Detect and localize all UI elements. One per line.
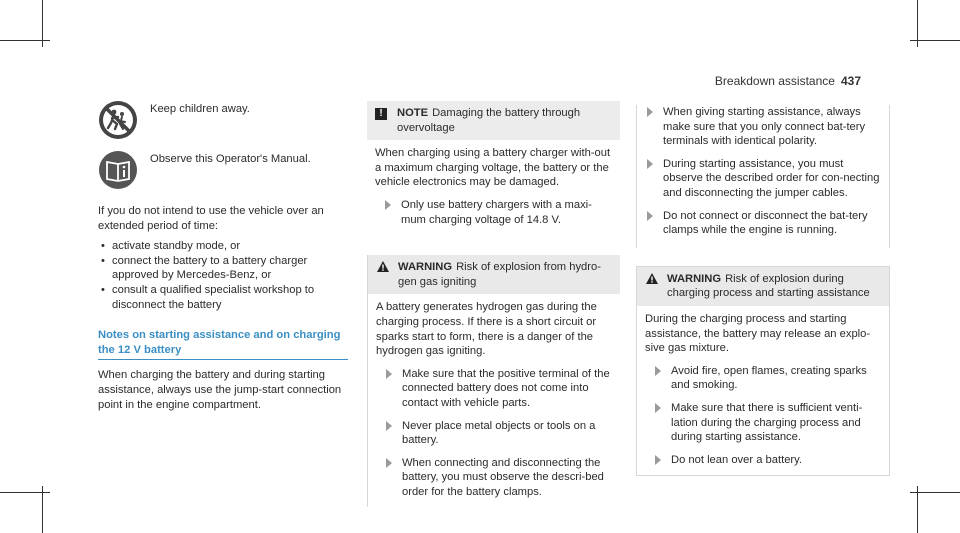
instruction-step: Avoid fire, open flames, creating sparks and smoking. <box>645 364 881 393</box>
crop-mark <box>0 40 50 41</box>
arrow-icon <box>647 107 653 117</box>
crop-mark <box>910 40 960 41</box>
instruction-step: When connecting and disconnecting the battery, you must observe the descri-bed order for the battery clamps. <box>376 456 612 500</box>
note-label: NOTE <box>397 107 429 119</box>
instruction-step: Do not lean over a battery. <box>645 453 881 468</box>
arrow-icon <box>655 366 661 376</box>
manual-icon <box>98 150 138 190</box>
instruction-step: Do not connect or disconnect the bat-tery clamps while the engine is running. <box>637 209 881 238</box>
crop-mark <box>910 492 960 493</box>
instruction-step: Make sure that there is sufficient venti-lation during the charging process and during starting assistance. <box>645 401 881 445</box>
instruction-step: When giving starting assistance, always make sure that you only connect bat-tery terminals with identical polarity. <box>637 105 881 149</box>
section-title: Notes on starting assistance and on charging the 12 V battery <box>98 328 348 360</box>
note-icon: ! <box>375 108 387 120</box>
running-header <box>715 74 861 88</box>
arrow-icon <box>386 369 392 379</box>
warning-label: WARNING <box>398 261 453 274</box>
list-item: • consult a qualified specialist workshop to disconnect the battery <box>98 283 348 312</box>
crop-mark <box>917 486 918 533</box>
symbol-text: Observe this Operator's Manual. <box>150 153 311 165</box>
symbol-row <box>98 100 348 140</box>
warning-box <box>367 255 620 507</box>
crop-mark <box>0 492 50 493</box>
no-children-icon <box>98 100 138 140</box>
warning-header <box>368 255 620 294</box>
warning-title: Risk of explosion during charging process and starting assistance <box>667 272 870 300</box>
list-item: • activate standby mode, or <box>98 239 348 254</box>
warning-icon <box>376 260 390 273</box>
warning-icon <box>645 272 659 285</box>
note-box <box>367 101 620 235</box>
column-2 <box>367 101 620 507</box>
column-1 <box>98 100 348 418</box>
warning-body <box>368 294 620 507</box>
page-number: 437 <box>840 74 861 88</box>
instruction-step: Only use battery chargers with a maxi-mum charging voltage of 14.8 V. <box>375 198 612 227</box>
warning-title: Risk of explosion from hydro-gen gas igniting <box>398 261 601 288</box>
instruction-step: Make sure that the positive terminal of the connected battery does not come into contact with vehicle parts. <box>376 367 612 411</box>
crop-mark <box>42 486 43 533</box>
arrow-icon <box>385 200 391 210</box>
arrow-icon <box>386 458 392 468</box>
section-text: When charging the battery and during starting assistance, always use the jump-start connection point in the engine compartment. <box>98 369 342 411</box>
intro-text: If you do not intend to use the vehicle over an extended period of time: <box>98 205 324 232</box>
header-title: Breakdown assistance <box>714 74 835 88</box>
arrow-icon <box>655 455 661 465</box>
note-text: When charging using a battery charger with-out a maximum charging voltage, the battery or the vehicle electronics may be damaged. <box>375 147 611 189</box>
instruction-step: During starting assistance, you must observe the described order for con-necting and disconnecting the jumper cables. <box>637 157 881 201</box>
arrow-icon <box>647 211 653 221</box>
list-item: • connect the battery to a battery charger approved by Mercedes-Benz, or <box>98 254 348 283</box>
bullet-list <box>98 239 348 312</box>
column-3 <box>636 101 890 476</box>
instruction-step: Never place metal objects or tools on a battery. <box>376 419 612 448</box>
warning-text: During the charging process and starting assistance, the battery may release an explo-sive gas mixture. <box>645 312 871 355</box>
arrow-icon <box>655 403 661 413</box>
warning-body <box>637 306 889 475</box>
note-header <box>367 101 620 140</box>
note-title: Damaging the battery through overvoltage <box>397 107 581 134</box>
warning-label: WARNING <box>667 272 722 285</box>
continued-warning-box <box>636 105 890 248</box>
arrow-icon <box>647 159 653 169</box>
note-body <box>367 140 620 235</box>
symbol-row <box>98 150 348 190</box>
arrow-icon <box>386 421 392 431</box>
warning-box <box>636 266 890 477</box>
warning-text: A battery generates hydrogen gas during the charging process. If there is a short circuit or sparks start to form, there is a danger of the hydrogen gas igniting. <box>376 301 597 358</box>
warning-header <box>637 267 889 306</box>
symbol-text: Keep children away. <box>150 103 250 115</box>
